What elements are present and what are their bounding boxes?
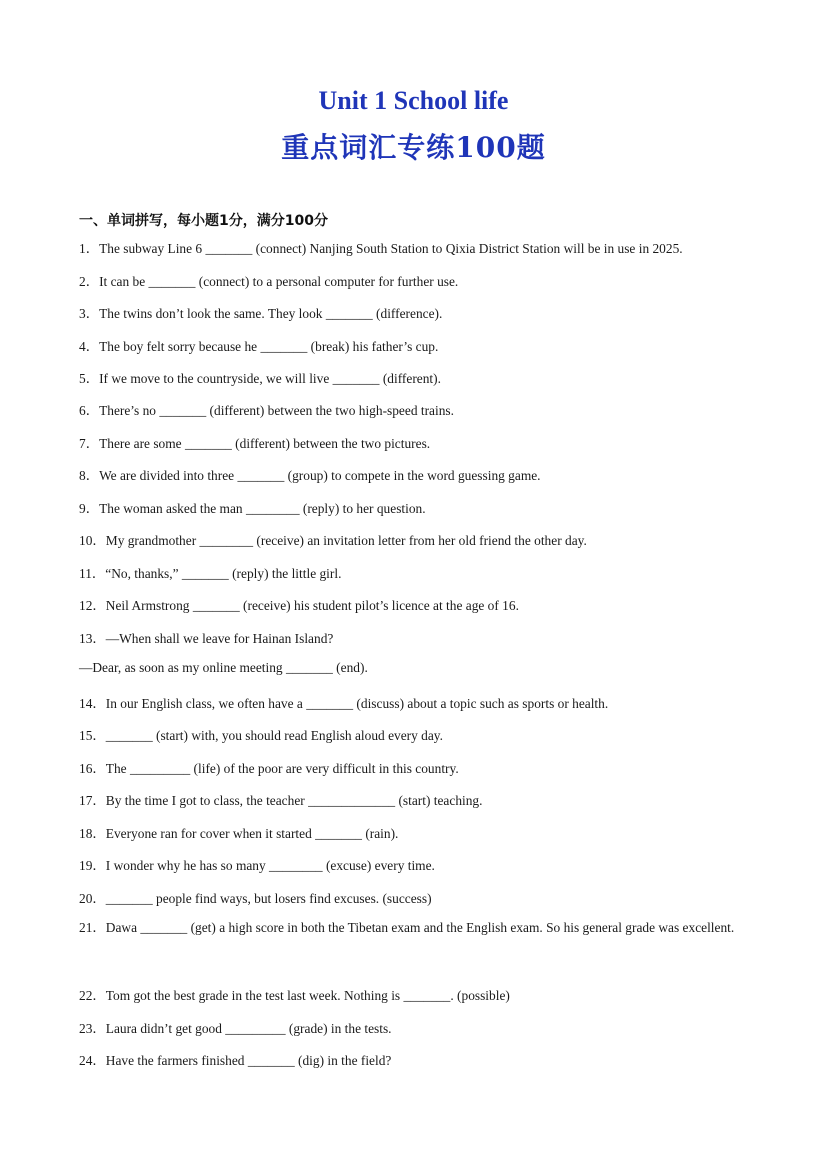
question-item: 2．It can be _______ (connect) to a personal computer for further use. <box>79 274 459 289</box>
question-item: 20．_______ people find ways, but losers find excuses. (success) <box>79 891 432 906</box>
question-item: 16．The _________ (life) of the poor are very difficult in this country. <box>79 761 459 776</box>
question-item: —Dear, as soon as my online meeting _______ (end). <box>79 660 368 675</box>
question-item: 10．My grandmother ________ (receive) an invitation letter from her old friend the other day. <box>79 533 587 548</box>
question-item: 18．Everyone ran for cover when it started _______ (rain). <box>79 826 399 841</box>
question-item: 7．There are some _______ (different) between the two pictures. <box>79 436 431 451</box>
question-item: 12．Neil Armstrong _______ (receive) his student pilot’s licence at the age of 16. <box>79 598 519 613</box>
question-item: 14．In our English class, we often have a _______ (discuss) about a topic such as sports or health. <box>79 696 609 711</box>
question-item: 4．The boy felt sorry because he _______ (break) his father’s cup. <box>79 339 439 354</box>
question-item: 21．Dawa _______ (get) a high score in both the Tibetan exam and the English exam. So his general grade was excellent. <box>79 920 735 935</box>
question-item: 3．The twins don’t look the same. They look _______ (difference). <box>79 306 443 321</box>
question-item: 13．—When shall we leave for Hainan Island? <box>79 631 334 646</box>
question-item: 1．The subway Line 6 _______ (connect) Nanjing South Station to Qixia District Station will be in use in 2025. <box>79 241 683 256</box>
page-title: Unit 1 School life <box>318 86 509 115</box>
question-item: 11．“No, thanks,” _______ (reply) the little girl. <box>79 566 342 581</box>
question-item: 23．Laura didn’t get good _________ (grade) in the tests. <box>79 1021 392 1036</box>
section-heading: 一、单词拼写，每小题1分，满分100分 <box>79 213 328 229</box>
page-subtitle: 重点词汇专练100题 <box>281 131 546 164</box>
question-item: 8．We are divided into three _______ (group) to compete in the word guessing game. <box>79 468 541 483</box>
question-item: 6．There’s no _______ (different) between the two high-speed trains. <box>79 403 454 418</box>
question-item: 15．_______ (start) with, you should read English aloud every day. <box>79 728 443 743</box>
question-item: 9．The woman asked the man ________ (reply) to her question. <box>79 501 426 516</box>
question-item: 19．I wonder why he has so many ________ (excuse) every time. <box>79 858 435 873</box>
question-item: 5．If we move to the countryside, we will live _______ (different). <box>79 371 441 386</box>
question-item: 17．By the time I got to class, the teacher _____________ (start) teaching. <box>79 793 483 808</box>
question-item: 22．Tom got the best grade in the test last week. Nothing is _______. (possible) <box>79 988 510 1003</box>
question-item: 24．Have the farmers finished _______ (dig) in the field? <box>79 1053 392 1068</box>
